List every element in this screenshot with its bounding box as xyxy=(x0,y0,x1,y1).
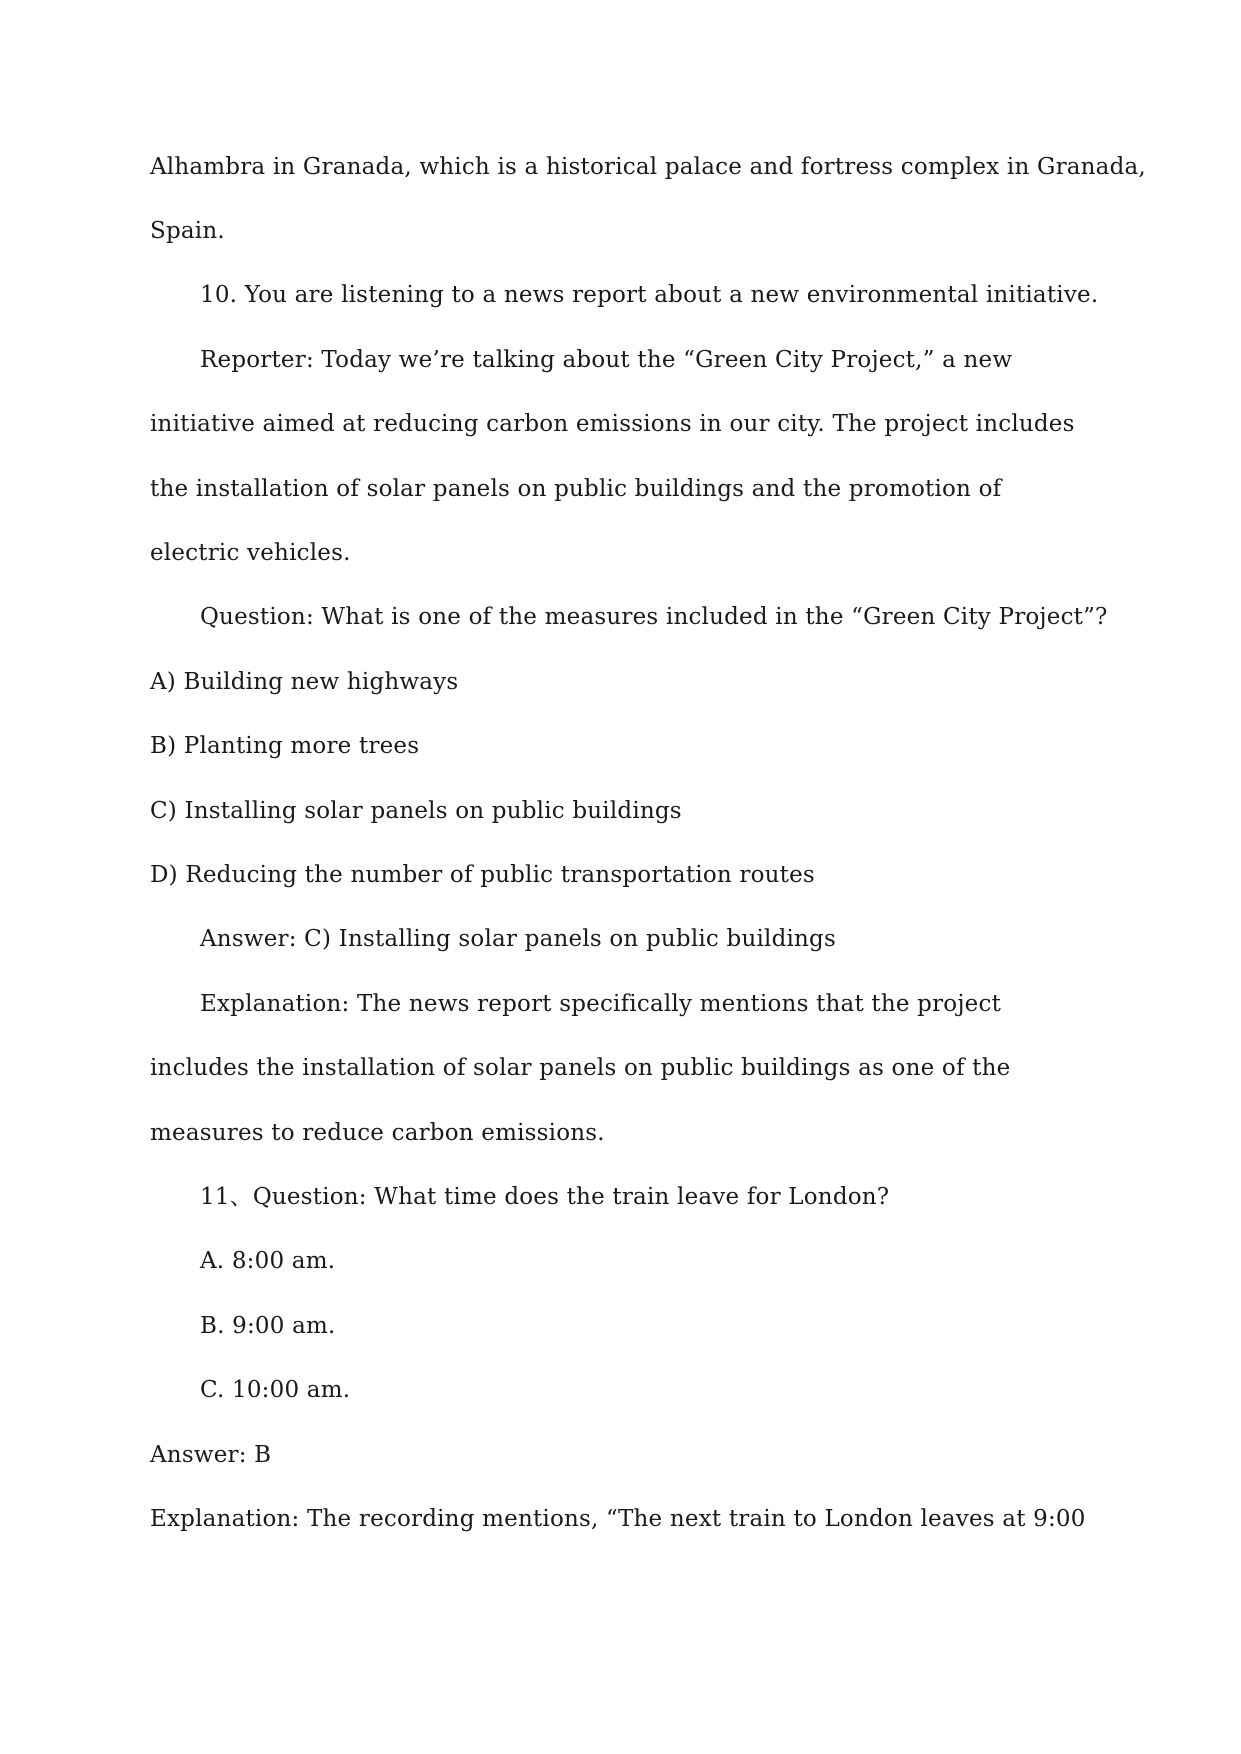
question-heading: 11、Question: What time does the train leave for London? xyxy=(200,1184,890,1210)
answer-option: A. 8:00 am. xyxy=(200,1248,336,1274)
text-line: Alhambra in Granada, which is a historical palace and fortress complex in Granada, xyxy=(150,154,1146,180)
answer-option: B. 9:00 am. xyxy=(200,1313,336,1339)
text-line: Spain. xyxy=(150,218,225,244)
text-line: measures to reduce carbon emissions. xyxy=(150,1120,605,1146)
answer-option: B) Planting more trees xyxy=(150,733,420,759)
text-line: initiative aimed at reducing carbon emissions in our city. The project includes xyxy=(150,411,1075,437)
explanation-line: Explanation: The news report specifically mentions that the project xyxy=(200,991,1002,1017)
answer-option: C) Installing solar panels on public buildings xyxy=(150,798,682,824)
text-line: Reporter: Today we’re talking about the “Green City Project,” a new xyxy=(200,347,1013,373)
text-line: includes the installation of solar panels on public buildings as one of the xyxy=(150,1055,1011,1081)
answer-option: C. 10:00 am. xyxy=(200,1377,351,1403)
question-text: Question: What is one of the measures included in the “Green City Project”? xyxy=(200,604,1108,630)
text-line: electric vehicles. xyxy=(150,540,351,566)
question-heading: 10. You are listening to a news report about a new environmental initiative. xyxy=(200,282,1099,308)
text-line: the installation of solar panels on public buildings and the promotion of xyxy=(150,476,1002,502)
answer-line: Answer: C) Installing solar panels on public buildings xyxy=(200,926,836,952)
answer-option: D) Reducing the number of public transportation routes xyxy=(150,862,815,888)
explanation-line: Explanation: The recording mentions, “The next train to London leaves at 9:00 xyxy=(150,1506,1086,1532)
answer-line: Answer: B xyxy=(150,1442,272,1468)
answer-option: A) Building new highways xyxy=(150,669,459,695)
